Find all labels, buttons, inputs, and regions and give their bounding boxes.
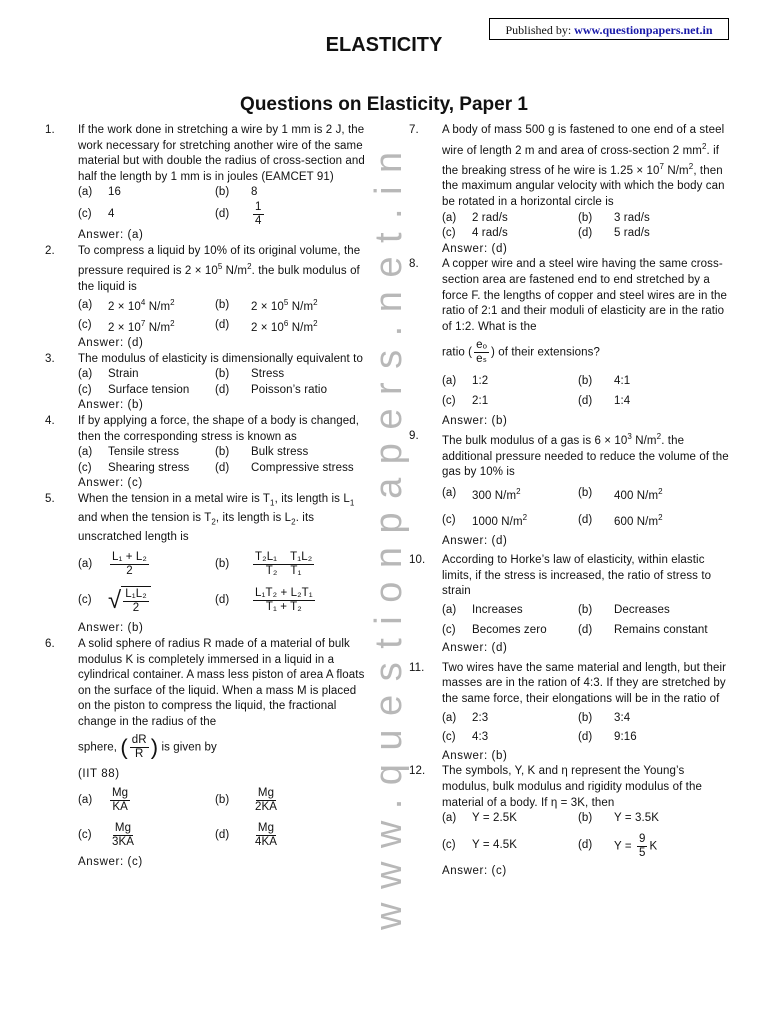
denominator: eₛ (476, 353, 488, 366)
subscript: 2 (291, 517, 296, 527)
option-label: (b) (578, 487, 593, 500)
option-label: (a) (78, 298, 93, 311)
options (442, 374, 734, 409)
question-number: 2. (45, 244, 55, 257)
exponent: 2 (522, 513, 528, 523)
question-4 (40, 414, 365, 492)
question-number: 4. (45, 414, 55, 427)
unit: N/m (288, 321, 314, 334)
fraction (253, 787, 279, 814)
option-text (472, 484, 578, 504)
question-number: 7. (409, 124, 419, 136)
option-label: (c) (442, 227, 456, 240)
exponent: 2 (313, 298, 318, 308)
option-label: (b) (215, 558, 230, 571)
question-stem: The symbols, Y, K and η represent the Young’s modulus, bulk modulus and rigidity modulus of the material of a body. If η = 3K, then (442, 765, 702, 809)
option-label: (b) (578, 812, 593, 825)
exponent: 2 (170, 318, 175, 328)
fraction (637, 833, 648, 860)
fraction (253, 587, 315, 614)
option-label: (d) (215, 594, 230, 607)
option-label: (d) (215, 319, 230, 331)
option-text: 3 rad/s (614, 211, 650, 224)
t: 2 × 10 (108, 321, 141, 334)
option-text: Decreases (614, 603, 670, 616)
option-label: (d) (578, 227, 593, 240)
denominator: KA (112, 801, 128, 814)
option-label: (c) (442, 623, 456, 636)
answer: Answer: (d) (442, 534, 508, 547)
option-text (108, 295, 215, 315)
fraction (474, 339, 489, 366)
numerator: 9 (638, 832, 646, 845)
option-label: (c) (78, 828, 92, 841)
denominator: 2 (126, 565, 133, 578)
option-label: (d) (578, 513, 593, 526)
option-label: (a) (78, 368, 93, 381)
option-text: Becomes zero (472, 623, 547, 636)
exponent: 2 (247, 262, 252, 272)
option-label: (b) (215, 298, 230, 311)
numerator: Mg (114, 822, 132, 835)
square-root (108, 586, 151, 615)
question-2 (40, 244, 365, 352)
page-title: ELASTICITY (325, 34, 443, 56)
question-number: 11. (409, 661, 425, 674)
option-label: (c) (78, 319, 92, 331)
options (442, 811, 734, 860)
options (78, 551, 365, 615)
t: 300 N/m (472, 489, 517, 502)
option-text: Strain (108, 368, 139, 381)
answer: Answer: (b) (442, 749, 508, 762)
unit: N/m (145, 321, 171, 334)
denominator: T₂ T₁ (265, 565, 302, 578)
option-text: Compressive stress (251, 461, 354, 474)
question-number: 6. (45, 637, 55, 650)
denominator: 2KA (255, 801, 278, 814)
option-label: (a) (442, 711, 457, 724)
question-8 (404, 257, 734, 429)
fraction (253, 551, 314, 578)
question-stem: A copper wire and a steel wire having the same cross-section area are fastened end to end stretched by a force F. the lengths of copper and steel wires are in the ratio of 2:1 and their moduli of elasticity are in the ratio of 1:2. What is the (442, 258, 728, 333)
option-label: (c) (78, 207, 92, 220)
stem-part: is given by (161, 742, 217, 755)
option-label: (d) (215, 828, 230, 841)
question-stem (78, 244, 365, 296)
stem-part: . if the breaking stress of he wire is 1.25 × 10 (442, 144, 720, 177)
option-label: (d) (578, 839, 593, 852)
option-text (108, 316, 215, 336)
option-label: (b) (215, 446, 230, 459)
numerator: 1 (255, 200, 262, 213)
t: 400 N/m (614, 489, 659, 502)
options (78, 787, 365, 849)
option-label: (d) (578, 394, 593, 407)
option-label: (a) (442, 211, 457, 224)
radical-sign-icon: √ (108, 586, 122, 614)
exponent: 5 (217, 262, 223, 272)
option-text: 16 (108, 186, 121, 199)
option-label: (c) (442, 839, 456, 852)
option-text: 4:3 (472, 731, 489, 744)
option-text: 8 (251, 186, 258, 199)
paren-open-icon: ( (120, 735, 128, 761)
option-text: Y = 3.5K (614, 812, 660, 825)
question-1 (40, 123, 365, 244)
question-stem (442, 123, 734, 211)
fraction (253, 201, 264, 228)
exponent: 2 (658, 513, 663, 523)
option-label: (d) (215, 207, 230, 220)
stem-part: and when the tension is T (78, 511, 212, 524)
answer: Answer: (b) (78, 399, 144, 412)
option-label: (a) (442, 812, 457, 825)
stem-part: ratio (442, 346, 465, 359)
published-by-label: Published by: (505, 23, 572, 37)
answer: Answer: (b) (78, 622, 144, 635)
exponent: 2 (656, 432, 662, 442)
option-text (251, 316, 365, 336)
option-text: 4 rad/s (472, 227, 508, 240)
option-text: Y = 2.5K (472, 812, 518, 825)
fraction (130, 734, 149, 761)
stem-part: . its unscratched length is (78, 511, 315, 543)
option-text: 1:4 (614, 394, 631, 407)
options (442, 484, 734, 531)
option-text (251, 295, 365, 315)
exponent: 2 (170, 298, 175, 308)
exponent: 2 (658, 486, 663, 496)
option-label: (c) (78, 594, 92, 607)
option-text (614, 833, 734, 860)
option-label: (b) (578, 375, 593, 388)
options (78, 185, 365, 228)
question-6 (40, 637, 365, 871)
fraction (110, 551, 149, 578)
answer: Answer: (c) (442, 864, 507, 877)
numerator: eₒ (476, 339, 488, 352)
denominator: 2 (132, 602, 140, 615)
question-stem (78, 492, 365, 545)
question-number: 3. (45, 352, 55, 365)
answer: Answer: (a) (78, 228, 144, 241)
answer: Answer: (d) (78, 337, 144, 350)
question-12 (404, 764, 734, 879)
exponent: 6 (283, 318, 289, 328)
stem-continuation: ratio ( $\frac{\text{eₒ}}{\text{eₛ}}$ ) of their extensions? (442, 339, 601, 366)
question-7 (404, 123, 734, 257)
exponent: 7 (659, 162, 665, 172)
question-10 (404, 553, 734, 657)
option-text: 9:16 (614, 731, 637, 744)
option-label: (c) (442, 513, 456, 526)
numerator: L₁T₂ + L₂T₁ (255, 587, 313, 600)
option-text: 2:1 (472, 394, 489, 407)
option-label: (c) (78, 383, 92, 396)
question-stem: According to Horke’s law of elasticity, within elastic limits, if the stress is increased, the ratio of stress to strain (442, 554, 712, 598)
option-text: Bulk stress (251, 446, 309, 459)
option-text (614, 484, 734, 504)
question-number: 8. (409, 258, 419, 271)
option-label: (b) (215, 368, 230, 381)
stem-part: , then the maximum angular velocity with which the body can be rotated in a horizontal circle is (442, 164, 725, 209)
option-text: Shearing stress (108, 461, 190, 474)
options (442, 211, 734, 242)
option-label: (c) (78, 461, 92, 474)
option-label: (a) (442, 487, 457, 500)
exponent: 2 (701, 141, 707, 151)
question-number: 1. (45, 124, 55, 136)
t: 600 N/m (614, 516, 659, 529)
option-label: (c) (442, 394, 456, 407)
exponent: 7 (140, 318, 146, 328)
stem-part: When the tension in a metal wire is T (78, 492, 271, 505)
fraction (110, 822, 136, 849)
subscript: 1 (349, 498, 355, 508)
question-number: 5. (45, 492, 55, 505)
unit: N/m (288, 301, 314, 313)
subscript: 1 (270, 498, 275, 508)
option-label: (b) (215, 793, 230, 806)
numerator: L₁L₂ (125, 588, 147, 601)
option-label: (b) (578, 711, 593, 724)
denominator: T₁ + T₂ (265, 601, 302, 614)
option-text (472, 510, 578, 530)
left-column (40, 123, 365, 871)
stem-part: A body of mass 500 g is fastened to one end of a steel wire of length 2 m and area of cross-section 2 mm (442, 124, 725, 157)
denominator: 4 (255, 214, 262, 227)
option-label: (a) (442, 375, 457, 388)
option-text: Poisson’s ratio (251, 383, 328, 396)
denominator: 5 (638, 846, 646, 859)
option-text: 4 (108, 207, 115, 220)
fraction (253, 822, 279, 849)
answer: Answer: (c) (78, 477, 143, 490)
numerator: L₁ + L₂ (112, 551, 147, 564)
t: 2 × 10 (251, 301, 284, 313)
denominator: R (135, 748, 144, 761)
question-stem: If the work done in stretching a wire by 1 mm is 2 J, the work necessary for stretching another wire of the same material but with double the radius of cross-section and half the length by 1 mm is in joules (EAMCET 91) (78, 124, 365, 183)
option-text: Remains constant (614, 623, 708, 636)
numerator: dR (131, 734, 147, 747)
question-number: 9. (409, 430, 419, 443)
question-stem: If by applying a force, the shape of a body is changed, then the corresponding stress is known as (78, 414, 360, 443)
option-text: 1:2 (472, 375, 489, 388)
numerator: Mg (112, 787, 129, 800)
answer: Answer: (d) (442, 642, 508, 655)
stem-continuation (78, 734, 365, 761)
stem-part: , its length is L (215, 511, 292, 524)
publisher-link[interactable]: www.questionpapers.net.in (574, 23, 713, 37)
question-3 (40, 352, 365, 414)
option-text: Stress (251, 368, 285, 381)
exponent: 3 (627, 432, 632, 442)
denominator: 3KA (112, 836, 135, 849)
option-text: Tensile stress (108, 446, 180, 459)
option-label: (a) (78, 186, 93, 199)
option-label: (b) (578, 211, 593, 224)
exponent: 2 (516, 486, 521, 496)
page-subtitle: Questions on Elasticity, Paper 1 (240, 94, 528, 115)
options (78, 367, 365, 398)
stem-part: N/m (631, 434, 657, 447)
t: Y = (614, 840, 632, 853)
option-label: (a) (78, 558, 93, 571)
t: 2 × 10 (108, 301, 141, 313)
option-label: (d) (578, 731, 593, 744)
stem-part: N/m (664, 164, 689, 177)
exponent: 2 (688, 162, 694, 172)
right-column (404, 123, 734, 879)
option-text: Surface tension (108, 383, 190, 396)
stem-part: of their extensions? (498, 346, 601, 359)
stem-part: . the additional pressure needed to reduce the volume of the gas by 10% is (442, 434, 729, 479)
stem-part: To compress a liquid by 10% of its original volume, the pressure required is 2 × 10 (78, 244, 361, 277)
stem-part: , its length is L (274, 492, 350, 505)
exponent: 4 (140, 298, 146, 308)
question-9 (404, 429, 734, 549)
stem-part: sphere, (78, 742, 118, 755)
option-label: (a) (78, 446, 93, 459)
paren-close-icon: ) (150, 735, 159, 761)
option-label: (a) (442, 603, 457, 616)
answer: Answer: (c) (78, 856, 143, 869)
option-text: 3:4 (614, 711, 631, 724)
stem-part: N/m (222, 264, 248, 277)
exponent: 2 (313, 318, 318, 328)
unit: N/m (145, 301, 171, 313)
option-label: (d) (215, 461, 230, 474)
question-stem (442, 429, 734, 481)
option-text: Y = 4.5K (472, 839, 518, 852)
unit: K (649, 840, 658, 853)
options (442, 711, 734, 746)
option-label: (a) (78, 793, 93, 806)
stem-part: . the bulk modulus of the liquid is (78, 264, 360, 293)
t: 2 × 10 (251, 321, 284, 334)
option-label: (c) (442, 731, 456, 744)
option-label: (b) (215, 186, 230, 199)
answer: Answer: (d) (442, 242, 508, 255)
options (78, 445, 365, 476)
options (442, 603, 734, 638)
option-text: 2 rad/s (472, 211, 508, 224)
numerator: Mg (257, 787, 275, 800)
question-stem: The modulus of elasticity is dimensionally equivalent to (78, 352, 363, 365)
watermark: www.questionpapers.net.in (368, 138, 410, 930)
option-label: (b) (578, 603, 593, 616)
option-text: Increases (472, 603, 523, 616)
question-stem: A solid sphere of radius R made of a material of bulk modulus K is completely immersed in a liquid in a cylindrical container. A mass less piston of area A floats on the surface of the liquid. When a mass M is placed on the piston to compress the liquid, the fractional change in the radius of the (78, 637, 365, 728)
numerator: Mg (257, 822, 275, 835)
question-number: 12. (409, 765, 426, 778)
answer: Answer: (b) (442, 414, 508, 427)
question-stem: Two wires have the same material and length, but their masses are in the ration of 4:3. If they are stretched by the same force, their elongations will be in the ratio of (442, 661, 727, 705)
fraction (123, 588, 149, 615)
option-text: 4:1 (614, 375, 631, 388)
option-text: 5 rad/s (614, 227, 650, 240)
options (78, 295, 365, 336)
fraction (110, 787, 130, 814)
option-label: (d) (578, 623, 593, 636)
subscript: 2 (211, 517, 216, 527)
t: 1000 N/m (472, 516, 523, 529)
stem-part: The bulk modulus of a gas is 6 × 10 (442, 434, 628, 447)
denominator: 4KA (255, 836, 278, 849)
option-text: 2:3 (472, 711, 489, 724)
option-label: (d) (215, 383, 230, 396)
question-5 (40, 492, 365, 637)
exam-reference: (IIT 88) (78, 768, 120, 781)
option-text (614, 510, 734, 530)
question-number: 10. (409, 554, 426, 567)
exponent: 5 (283, 298, 289, 308)
question-11 (404, 661, 734, 765)
numerator: T₂L₁ T₁L₂ (255, 551, 313, 564)
